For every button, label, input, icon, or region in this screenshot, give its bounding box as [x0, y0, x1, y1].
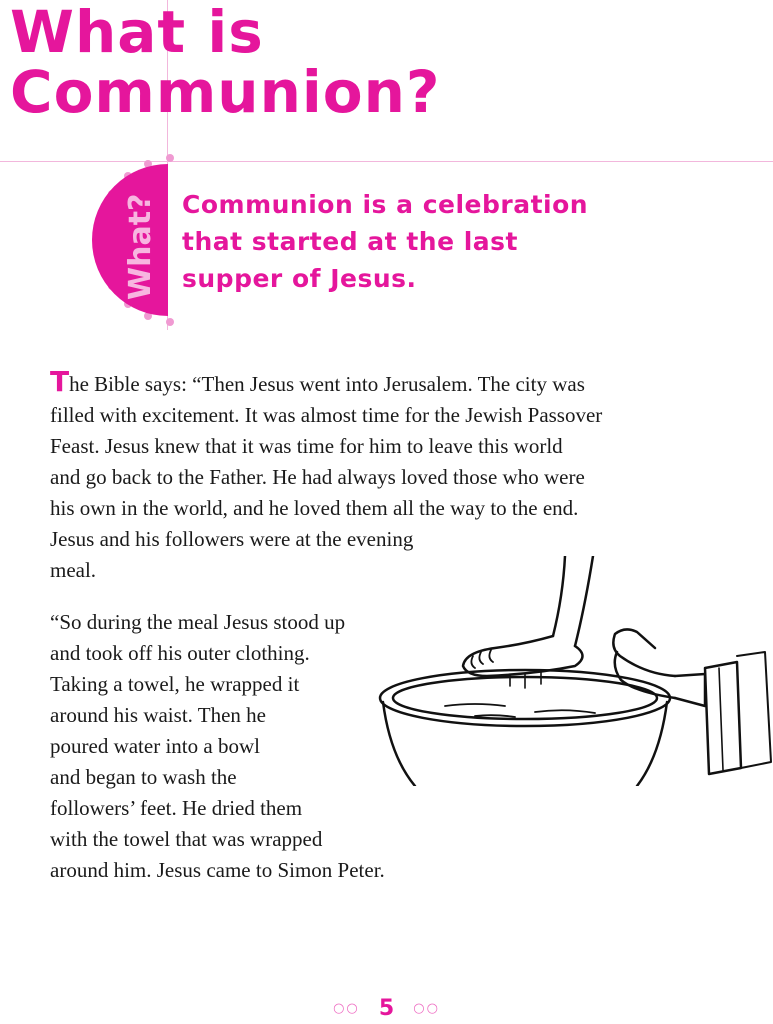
paragraph-1-line-6: Jesus and his followers were at the evening — [50, 527, 414, 551]
leg — [575, 556, 593, 646]
paragraph-2-line-9: around him. Jesus came to Simon Peter. — [50, 858, 385, 882]
paragraph-2-line-8: with the towel that was wrapped — [50, 827, 323, 851]
sleeve — [675, 674, 705, 706]
paragraph-1-line-7: meal. — [50, 558, 97, 582]
what-badge — [88, 150, 178, 330]
what-badge-graphic — [88, 150, 178, 330]
paragraph-1-line-5: his own in the world, and he loved them all the way to the end. — [50, 496, 579, 520]
paragraph-1-line-2: filled with excitement. It was almost time for the Jewish Passover — [50, 403, 603, 427]
intro-line-1: Communion is a celebration — [182, 190, 589, 219]
paragraph-2-line-6: and began to wash the — [50, 765, 237, 789]
basin-side — [383, 702, 667, 786]
footer-dots-right: ○○ — [413, 1001, 440, 1016]
hand — [613, 629, 675, 676]
title-line-2: Communion? — [10, 58, 441, 126]
page-title — [10, 0, 441, 126]
footer-dots-left: ○○ — [333, 1001, 360, 1016]
paragraph-1-line-4: and go back to the Father. He had always loved those who were — [50, 465, 585, 489]
paragraph-2-line-3: Taking a towel, he wrapped it — [50, 672, 300, 696]
paragraph-2-line-1: “So during the meal Jesus stood up — [50, 610, 346, 634]
paragraph-1-line-1-text: he Bible says: “Then Jesus went into Jerusalem. The city was — [69, 372, 585, 396]
paragraph-2-line-7: followers’ feet. He dried them — [50, 796, 303, 820]
title-line-1: What is — [10, 0, 264, 66]
drop-cap: T — [50, 365, 70, 398]
paragraph-2-line-4: around his waist. Then he — [50, 703, 266, 727]
page-footer — [0, 996, 773, 1021]
paragraph-1-line-1 — [50, 365, 750, 400]
paragraph-1 — [50, 365, 750, 586]
intro-line-2: that started at the last — [182, 227, 519, 256]
page-number: 5 — [378, 996, 395, 1021]
foot-washing-illustration — [375, 556, 773, 786]
intro-callout — [182, 186, 702, 297]
paragraph-2-line-5: poured water into a bowl — [50, 734, 260, 758]
paragraph-1-line-3: Feast. Jesus knew that it was time for him to leave this world — [50, 434, 563, 458]
intro-line-3: supper of Jesus. — [182, 264, 417, 293]
paragraph-2-line-2: and took off his outer clothing. — [50, 641, 310, 665]
badge-label: What? — [123, 193, 158, 300]
